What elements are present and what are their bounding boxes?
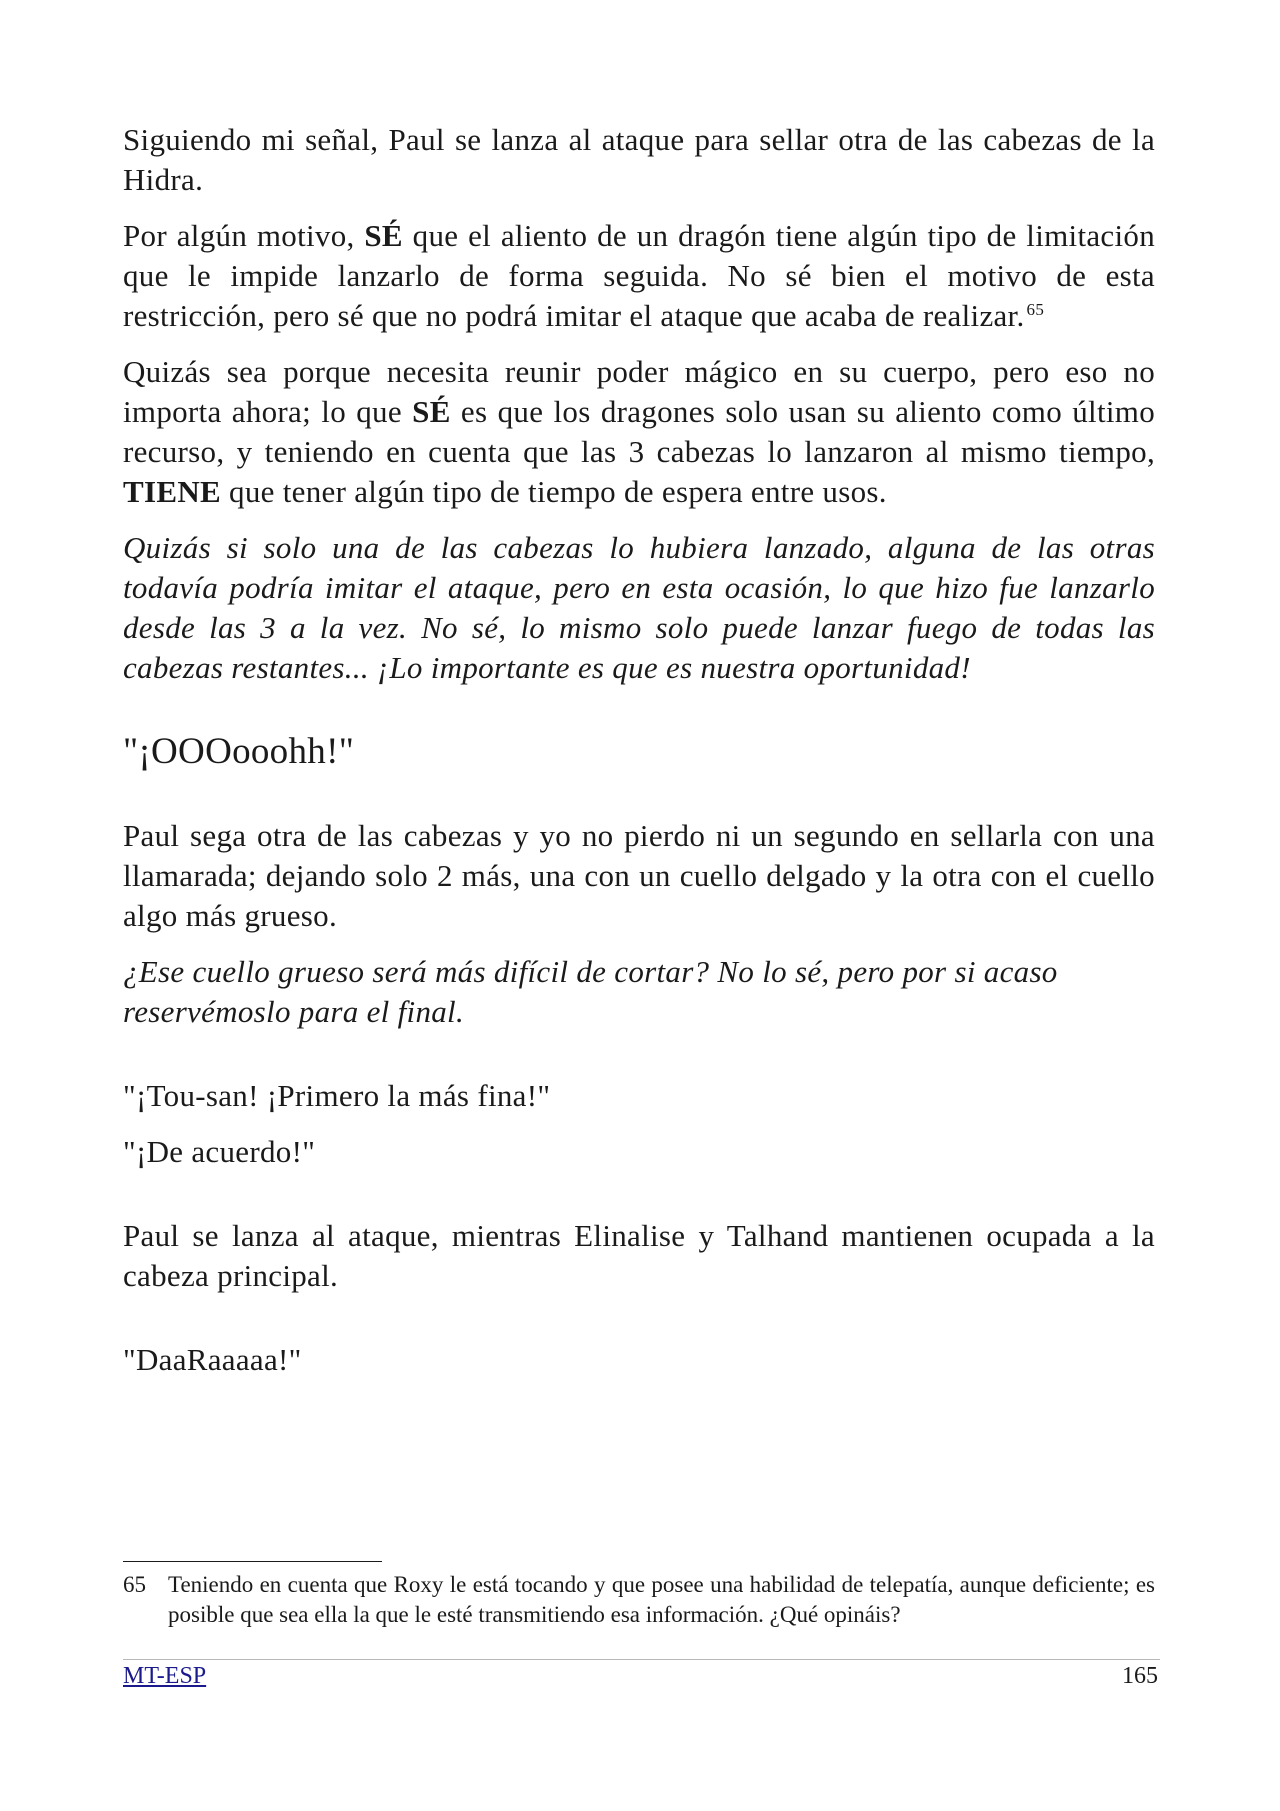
page-body [123, 120, 1155, 1396]
paragraph-7-thought [123, 952, 1155, 1032]
page-number: 165 [1122, 1663, 1158, 1689]
paragraph-9-text: "¡De acuerdo!" [123, 1134, 316, 1169]
footer-divider [123, 1659, 1160, 1660]
paragraph-3-bold-se: SÉ [412, 394, 451, 429]
paragraph-4-text: Quizás si solo una de las cabezas lo hubiera lanzado, alguna de las otras todavía podría imitar el ataque, pero en esta ocasión, lo que hizo fue lanzarlo desde las 3 a la vez. No sé, lo mismo solo puede lanzar fuego de todas las cabezas restantes... ¡Lo importante es que es nuestra oportunidad! [123, 530, 1155, 685]
paragraph-1 [123, 120, 1155, 200]
paragraph-10 [123, 1216, 1155, 1296]
paragraph-7-text: ¿Ese cuello grueso será más difícil de cortar? No lo sé, pero por si acaso reservémoslo para el final. [123, 954, 1058, 1029]
paragraph-8-text: "¡Tou-san! ¡Primero la más fina!" [123, 1078, 551, 1113]
paragraph-3-text-c: es que los dragones solo usan su aliento como último recurso, y teniendo en cuenta que las 3 cabezas lo lanzaron al mismo tiempo, [123, 394, 1155, 469]
paragraph-6-text: Paul sega otra de las cabezas y yo no pierdo ni un segundo en sellarla con una llamarada; dejando solo 2 más, una con un cuello delgado y la otra con el cuello algo más grueso. [123, 818, 1155, 933]
paragraph-3 [123, 352, 1155, 512]
footer-site-link[interactable]: MT-ESP [123, 1663, 207, 1689]
paragraph-2-text-c: que el aliento de un dragón tiene algún tipo de limitación que le impide lanzarlo de forma seguida. No sé bien el motivo de esta restricción, pero sé que no podrá imitar el ataque que acaba de realizar. [123, 218, 1155, 333]
paragraph-6 [123, 816, 1155, 936]
paragraph-11-dialogue [123, 1340, 1155, 1380]
paragraph-5-text: "¡OOOooohh!" [123, 731, 355, 772]
paragraph-5-shout [123, 730, 1155, 774]
paragraph-3-text-a: Quizás sea porque necesita reunir poder mágico en su cuerpo, pero eso no importa ahora; lo que [123, 354, 1155, 429]
paragraph-2-text-a: Por algún motivo, [123, 218, 365, 253]
paragraph-9-dialogue [123, 1132, 1155, 1172]
footnote [123, 1570, 1155, 1630]
paragraph-8-dialogue [123, 1076, 1155, 1116]
paragraph-10-text: Paul se lanza al ataque, mientras Elinalise y Talhand mantienen ocupada a la cabeza principal. [123, 1218, 1155, 1293]
footnote-text: Teniendo en cuenta que Roxy le está tocando y que posee una habilidad de telepatía, aunque deficiente; es posible que sea ella la que le esté transmitiendo esa información. ¿Qué opináis? [168, 1572, 1155, 1627]
footnote-number: 65 [123, 1572, 146, 1597]
footnote-separator [123, 1561, 382, 1562]
paragraph-3-text-e: que tener algún tipo de tiempo de espera entre usos. [220, 474, 887, 509]
paragraph-2-bold: SÉ [364, 218, 403, 253]
paragraph-3-bold-tiene: TIENE [123, 474, 221, 509]
paragraph-4-thought [123, 528, 1155, 688]
footnote-reference[interactable]: 65 [1026, 299, 1045, 319]
paragraph-1-text: Siguiendo mi señal, Paul se lanza al ataque para sellar otra de las cabezas de la Hidra. [123, 122, 1155, 197]
paragraph-2 [123, 216, 1155, 336]
paragraph-11-text: "DaaRaaaaa!" [123, 1342, 302, 1377]
